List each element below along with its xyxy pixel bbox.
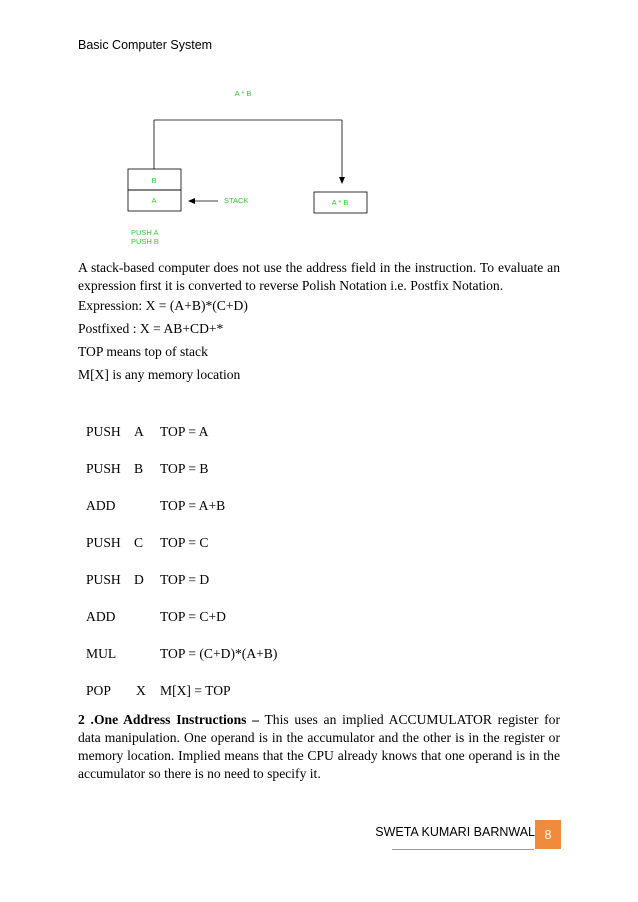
instruction-row xyxy=(86,682,386,700)
section-text: This uses an implied ACCUMULATOR register for data manipulation. One operand is in the accumulator and the other is in the register or memory location. Implied means that the CPU already knows that one operand is in the accumulator so there is no need to specify it. xyxy=(78,712,560,781)
opcode: ADD xyxy=(86,498,116,513)
page-number: 8 xyxy=(535,820,561,849)
arrow-head-down xyxy=(339,177,345,184)
opcode: PUSH xyxy=(86,424,121,439)
opcode: ADD xyxy=(86,609,116,624)
result: TOP = D xyxy=(160,572,210,587)
section-heading: 2 .One Address Instructions – xyxy=(78,712,259,727)
result: TOP = C xyxy=(160,535,209,550)
instruction-row xyxy=(86,608,386,626)
instruction-row xyxy=(86,571,386,589)
opcode: PUSH xyxy=(86,535,121,550)
result: TOP = B xyxy=(160,461,209,476)
intro-paragraph: A stack-based computer does not use the address field in the instruction. To evaluate an expression first it is converted to reverse Polish Notation i.e. Postfix Notation. xyxy=(78,260,560,293)
result: TOP = (C+D)*(A+B) xyxy=(160,646,278,661)
opcode: MUL xyxy=(86,646,117,661)
stack-top-label: B xyxy=(151,176,157,185)
footer-author: SWETA KUMARI BARNWAL xyxy=(375,825,535,839)
instruction-row xyxy=(86,460,386,478)
section-paragraph xyxy=(78,711,560,783)
expression-line: Expression: X = (A+B)*(C+D) xyxy=(78,298,248,313)
opcode: POP xyxy=(86,683,111,698)
result: M[X] = TOP xyxy=(160,683,231,698)
instruction-row xyxy=(86,497,386,515)
result: TOP = C+D xyxy=(160,609,226,624)
top-label: A * B xyxy=(234,89,252,98)
operand: D xyxy=(134,572,144,587)
operand: X xyxy=(136,683,146,698)
instruction-row xyxy=(86,645,386,663)
stack-label: STACK xyxy=(224,196,249,205)
top-definition: TOP means top of stack xyxy=(78,344,208,359)
arrow-head-left xyxy=(188,198,195,204)
push-b-label: PUSH B xyxy=(131,237,159,246)
page-header: Basic Computer System xyxy=(78,38,213,52)
memory-definition: M[X] is any memory location xyxy=(78,367,241,382)
push-a-label: PUSH A xyxy=(131,228,159,237)
result: TOP = A+B xyxy=(160,498,226,513)
stack-bottom-label: A xyxy=(151,196,157,205)
stack-diagram xyxy=(0,80,638,250)
opcode: PUSH xyxy=(86,461,121,476)
instruction-row xyxy=(86,423,386,441)
operand: B xyxy=(134,461,144,476)
operand: C xyxy=(134,535,144,550)
footer-rule xyxy=(392,849,534,850)
postfix-line: Postfixed : X = AB+CD+* xyxy=(78,321,224,336)
operand: A xyxy=(134,424,144,439)
instruction-row xyxy=(86,534,386,552)
opcode: PUSH xyxy=(86,572,121,587)
result: TOP = A xyxy=(160,424,209,439)
result-label: A * B xyxy=(331,198,349,207)
